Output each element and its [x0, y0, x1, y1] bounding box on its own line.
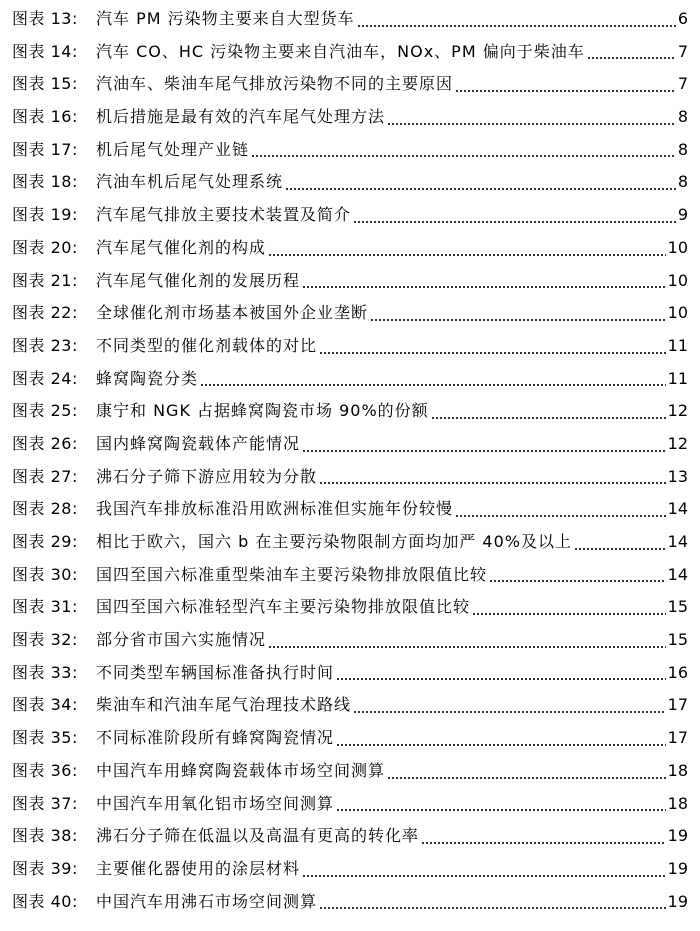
dot-leader	[268, 646, 666, 648]
dot-leader	[387, 123, 676, 125]
toc-entry-title: 国内蜂窝陶瓷载体产能情况	[96, 433, 301, 453]
toc-entry-title: 柴油车和汽油车尾气治理技术路线	[96, 695, 352, 715]
toc-entry-title: 汽车 CO、HC 污染物主要来自汽油车，NOx、PM 偏向于柴油车	[96, 41, 585, 61]
toc-entry[interactable]	[12, 689, 688, 722]
dot-leader	[285, 188, 676, 190]
toc-entry-title: 不同类型车辆国标准备执行时间	[96, 662, 335, 682]
toc-entry-page-number: 6	[677, 9, 688, 28]
toc-entry-title: 沸石分子筛在低温以及高温有更高的转化率	[96, 826, 420, 846]
toc-entry-title: 汽车尾气排放主要技术装置及简介	[96, 205, 352, 225]
toc-entry-label: 图表 39:	[12, 858, 78, 878]
toc-entry-page-number: 16	[667, 662, 688, 682]
toc-entry[interactable]	[12, 591, 688, 624]
toc-entry-page-number: 7	[677, 74, 688, 94]
toc-entry-label: 图表 33:	[12, 662, 78, 682]
toc-entry[interactable]	[12, 166, 688, 199]
toc-entry[interactable]	[12, 820, 688, 853]
toc-entry-label: 图表 27:	[12, 466, 78, 486]
toc-entry-page-number: 18	[667, 760, 688, 780]
toc-entry-title: 汽车尾气催化剂的构成	[96, 237, 267, 257]
toc-entry-title: 国四至国六标准重型柴油车主要污染物排放限值比较	[96, 564, 488, 584]
toc-entry[interactable]	[12, 886, 688, 919]
toc-entry-page-number: 8	[677, 172, 688, 192]
toc-entry-title: 沸石分子筛下游应用较为分散	[96, 466, 318, 486]
toc-entry-page-number: 15	[667, 630, 688, 650]
toc-entry-page-number: 19	[667, 858, 688, 878]
toc-entry[interactable]	[12, 853, 688, 886]
dot-leader	[387, 777, 666, 779]
dot-leader	[302, 450, 666, 452]
toc-entry[interactable]	[12, 36, 688, 69]
toc-entry-page-number: 18	[667, 793, 688, 813]
toc-entry-page-number: 19	[667, 891, 688, 911]
table-of-figures	[12, 3, 688, 918]
toc-entry-page-number: 8	[677, 107, 688, 127]
dot-leader	[200, 384, 666, 386]
dot-leader	[370, 319, 666, 321]
toc-entry[interactable]	[12, 461, 688, 494]
toc-entry-title: 汽油车机后尾气处理系统	[96, 172, 284, 192]
toc-entry-page-number: 10	[667, 237, 688, 257]
toc-entry[interactable]	[12, 3, 688, 36]
dot-leader	[489, 580, 666, 582]
toc-entry[interactable]	[12, 755, 688, 788]
toc-entry-title: 我国汽车排放标准沿用欧洲标准但实施年份较慢	[96, 499, 454, 519]
toc-entry[interactable]	[12, 363, 688, 396]
dot-leader	[319, 482, 666, 484]
toc-entry-page-number: 11	[667, 335, 688, 355]
toc-entry[interactable]	[12, 395, 688, 428]
dot-leader	[302, 875, 666, 877]
toc-entry-label: 图表 25:	[12, 401, 78, 421]
toc-entry-label: 图表 34:	[12, 695, 78, 715]
toc-entry-page-number: 15	[667, 597, 688, 617]
toc-entry-title: 不同标准阶段所有蜂窝陶瓷情况	[96, 728, 335, 748]
toc-entry-label: 图表 30:	[12, 564, 78, 584]
toc-entry-label: 图表 15:	[12, 74, 78, 94]
dot-leader	[336, 809, 666, 811]
toc-entry-page-number: 17	[667, 695, 688, 715]
toc-entry-page-number: 17	[667, 728, 688, 748]
dot-leader	[251, 155, 676, 157]
toc-entry-page-number: 8	[677, 139, 688, 159]
toc-entry[interactable]	[12, 68, 688, 101]
toc-entry-page-number: 12	[667, 433, 688, 453]
toc-entry-label: 图表 36:	[12, 760, 78, 780]
toc-entry-title: 汽油车、柴油车尾气排放污染物不同的主要原因	[96, 74, 454, 94]
dot-leader	[319, 352, 666, 354]
toc-entry[interactable]	[12, 199, 688, 232]
toc-entry[interactable]	[12, 526, 688, 559]
toc-entry-title: 部分省市国六实施情况	[96, 630, 267, 650]
toc-entry-title: 国四至国六标准轻型汽车主要污染物排放限值比较	[96, 597, 471, 617]
toc-entry-page-number: 14	[667, 564, 688, 584]
dot-leader	[353, 221, 676, 223]
toc-entry-page-number: 11	[667, 368, 688, 388]
toc-entry-label: 图表 40:	[12, 891, 78, 911]
toc-entry[interactable]	[12, 134, 688, 167]
toc-entry-page-number: 14	[667, 532, 688, 551]
toc-entry-title: 中国汽车用氧化铝市场空间测算	[96, 793, 335, 813]
toc-entry[interactable]	[12, 722, 688, 755]
toc-entry-title: 蜂窝陶瓷分类	[96, 368, 199, 388]
toc-entry-label: 图表 13:	[12, 9, 78, 28]
toc-entry-label: 图表 23:	[12, 335, 78, 355]
dot-leader	[587, 57, 676, 59]
toc-entry-title: 不同类型的催化剂载体的对比	[96, 335, 318, 355]
toc-entry[interactable]	[12, 297, 688, 330]
toc-entry-label: 图表 16:	[12, 107, 78, 127]
toc-entry-title: 机后措施是最有效的汽车尾气处理方法	[96, 107, 386, 127]
toc-entry-label: 图表 14:	[12, 41, 78, 61]
dot-leader	[336, 744, 666, 746]
toc-entry-label: 图表 32:	[12, 630, 78, 650]
toc-entry-label: 图表 17:	[12, 139, 78, 159]
toc-entry-label: 图表 29:	[12, 532, 78, 551]
toc-entry-title: 全球催化剂市场基本被国外企业垄断	[96, 303, 369, 323]
toc-entry[interactable]	[12, 657, 688, 690]
dot-leader	[472, 613, 666, 615]
toc-entry[interactable]	[12, 428, 688, 461]
toc-entry-title: 汽车 PM 污染物主要来自大型货车	[96, 9, 355, 28]
toc-entry-page-number: 13	[667, 466, 688, 486]
toc-entry-label: 图表 26:	[12, 433, 78, 453]
toc-entry-page-number: 9	[677, 205, 688, 225]
toc-entry-label: 图表 21:	[12, 270, 78, 290]
toc-entry[interactable]	[12, 788, 688, 821]
dot-leader	[268, 254, 666, 256]
toc-entry-label: 图表 37:	[12, 793, 78, 813]
toc-entry[interactable]	[12, 101, 688, 134]
toc-entry-label: 图表 19:	[12, 205, 78, 225]
toc-entry-title: 汽车尾气催化剂的发展历程	[96, 270, 301, 290]
dot-leader	[353, 711, 666, 713]
toc-entry-label: 图表 28:	[12, 499, 78, 519]
dot-leader	[336, 678, 666, 680]
dot-leader	[357, 25, 676, 27]
toc-entry-page-number: 7	[677, 41, 688, 61]
toc-entry-page-number: 12	[667, 401, 688, 421]
dot-leader	[574, 548, 666, 550]
toc-entry-page-number: 14	[667, 499, 688, 519]
dot-leader	[455, 90, 676, 92]
toc-entry-label: 图表 20:	[12, 237, 78, 257]
toc-entry-label: 图表 31:	[12, 597, 78, 617]
toc-entry[interactable]	[12, 265, 688, 298]
toc-entry-page-number: 10	[667, 303, 688, 323]
toc-entry[interactable]	[12, 624, 688, 657]
toc-entry-label: 图表 38:	[12, 826, 78, 846]
dot-leader	[319, 907, 666, 909]
toc-entry-title: 中国汽车用沸石市场空间测算	[96, 891, 318, 911]
toc-entry-title: 主要催化器使用的涂层材料	[96, 858, 301, 878]
dot-leader	[302, 286, 666, 288]
toc-entry[interactable]	[12, 493, 688, 526]
toc-entry-title: 机后尾气处理产业链	[96, 139, 250, 159]
toc-entry[interactable]	[12, 232, 688, 265]
toc-entry-page-number: 19	[667, 826, 688, 846]
dot-leader	[431, 417, 666, 419]
toc-entry-title: 康宁和 NGK 占据蜂窝陶瓷市场 90%的份额	[96, 401, 429, 421]
toc-entry-title: 中国汽车用蜂窝陶瓷载体市场空间测算	[96, 760, 386, 780]
dot-leader	[455, 515, 666, 517]
toc-entry[interactable]	[12, 330, 688, 363]
toc-entry-label: 图表 18:	[12, 172, 78, 192]
toc-entry-label: 图表 22:	[12, 303, 78, 323]
toc-entry-label: 图表 24:	[12, 368, 78, 388]
toc-entry-page-number: 10	[667, 270, 688, 290]
toc-entry-title: 相比于欧六，国六 b 在主要污染物限制方面均加严 40%及以上	[96, 532, 572, 551]
toc-entry-label: 图表 35:	[12, 728, 78, 748]
dot-leader	[421, 842, 666, 844]
toc-entry[interactable]	[12, 559, 688, 592]
